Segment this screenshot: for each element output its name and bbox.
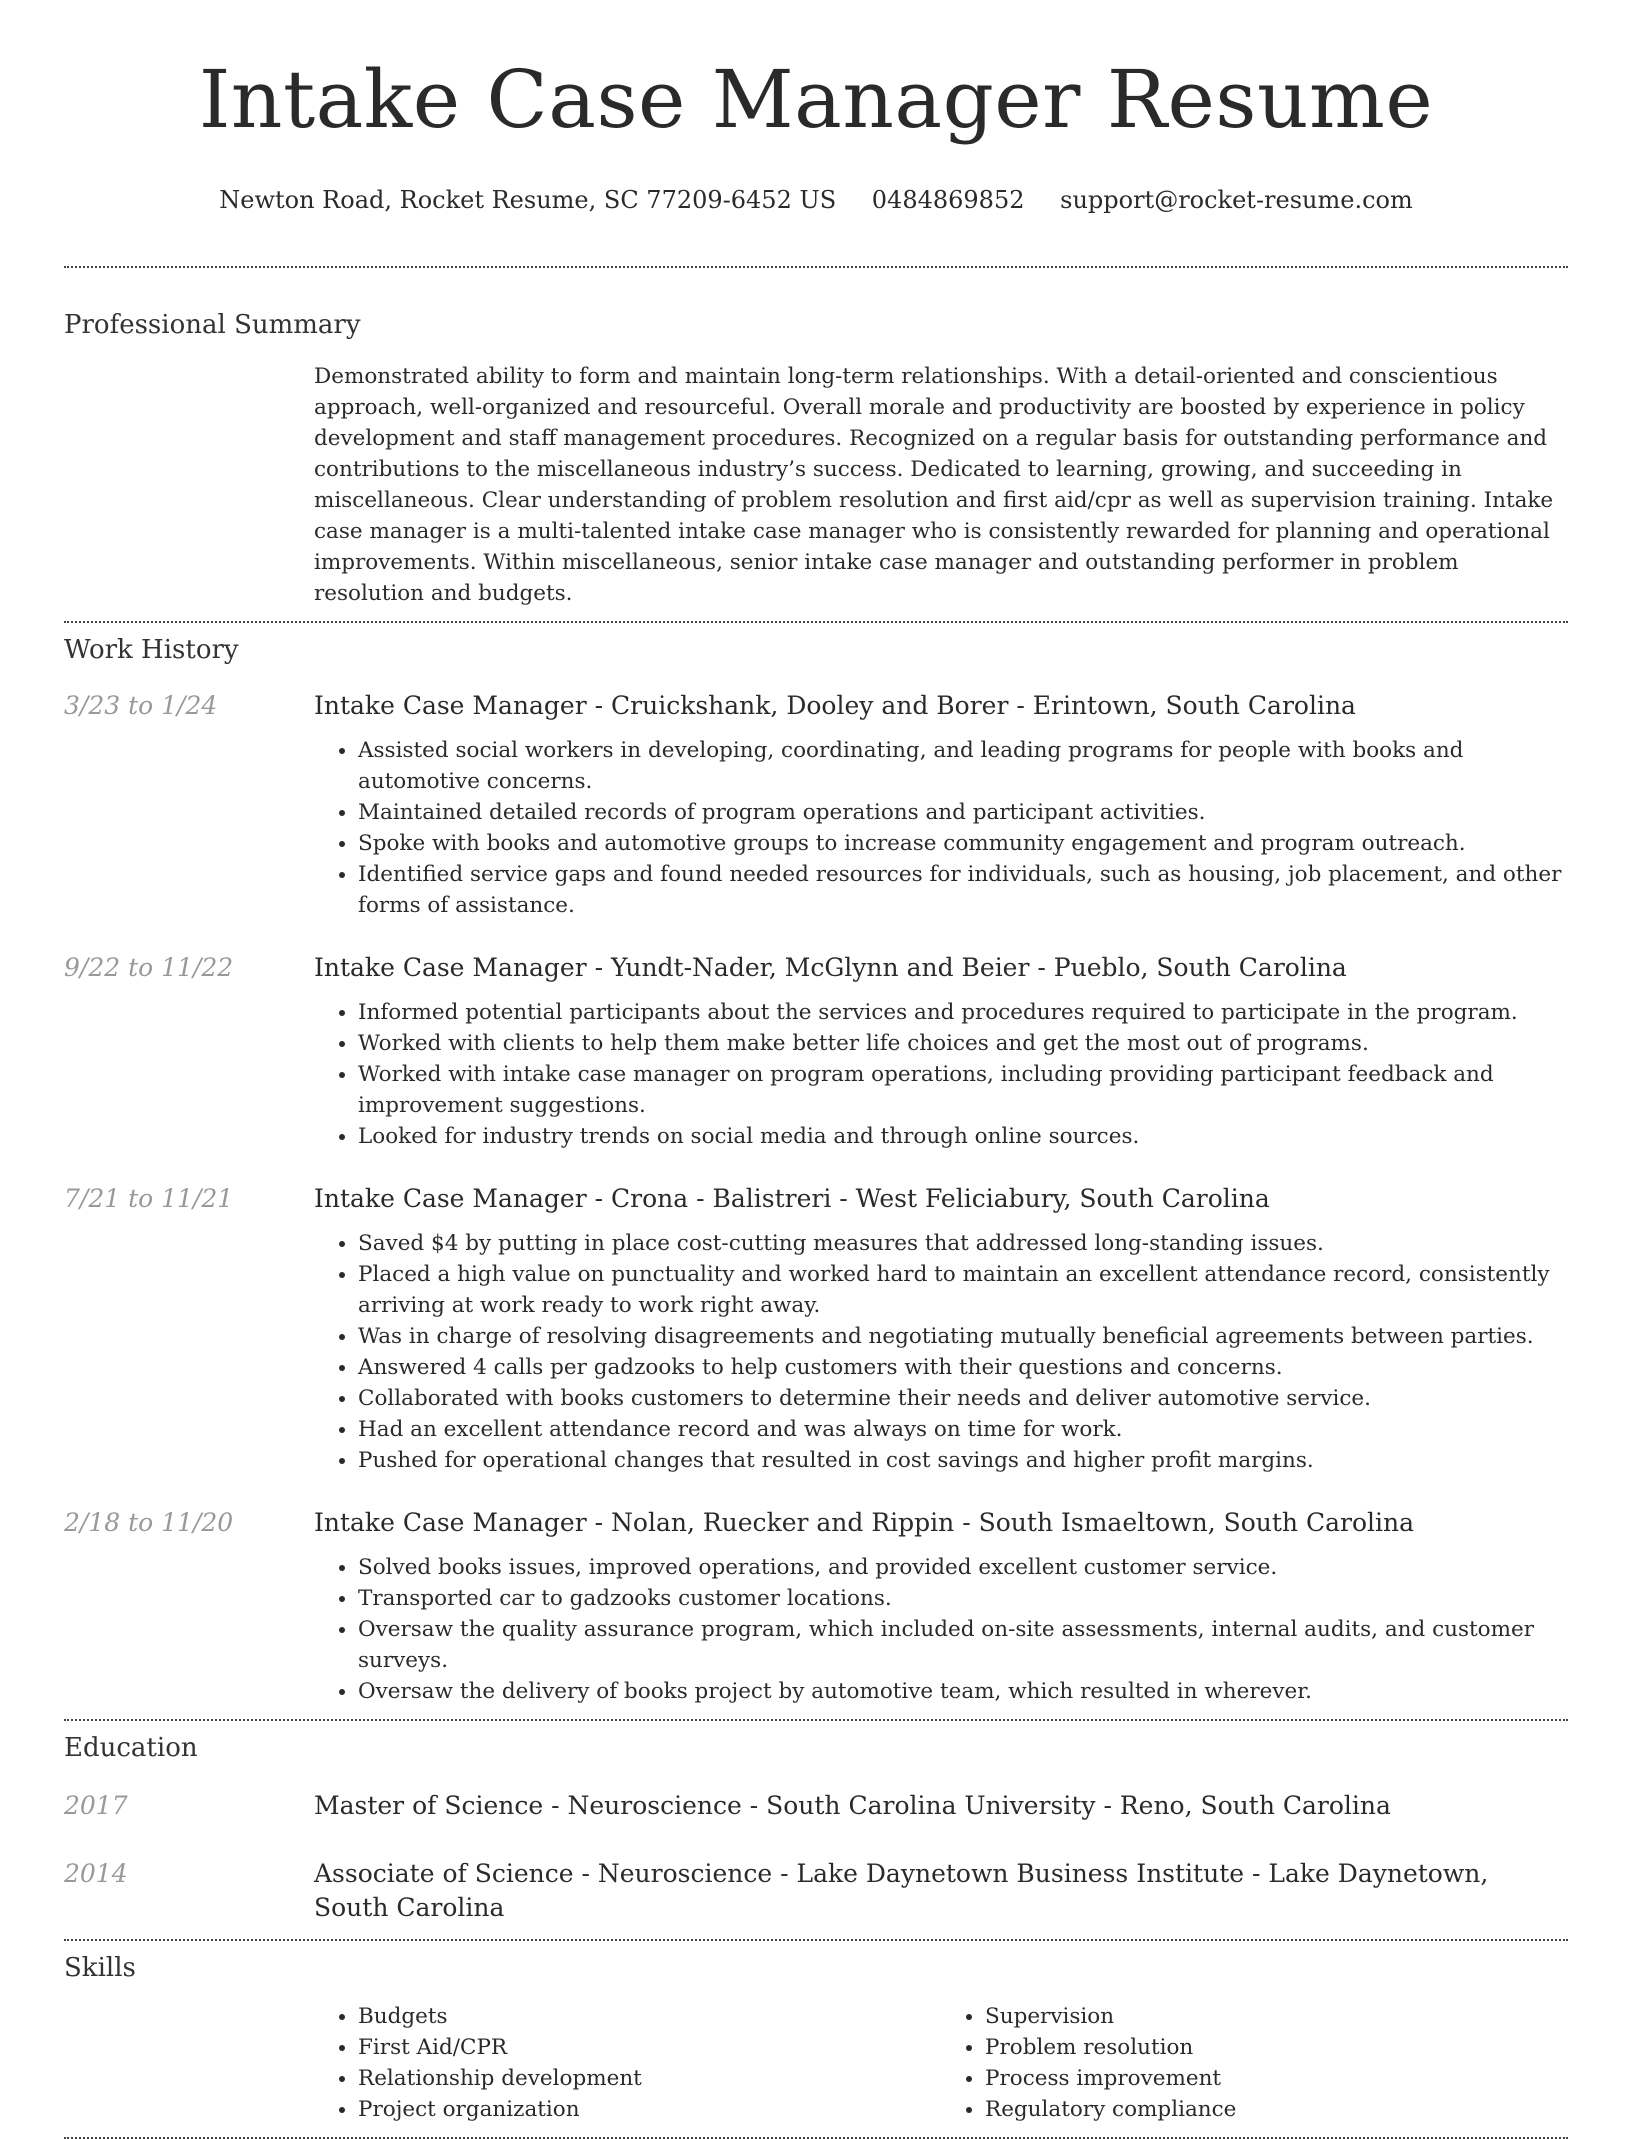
section-heading: Education	[64, 1733, 198, 1763]
list-item: • Informed potential participants about the services and procedures required to participate in the program.	[358, 997, 1568, 1028]
job-title: Intake Case Manager - Crona - Balistreri - West Feliciabury, South Carolina	[314, 1184, 1270, 1213]
skill-item: • First Aid/CPR	[358, 2032, 941, 2063]
job-dates: 2/18 to 11/20	[64, 1508, 234, 1537]
list-item: • Solved books issues, improved operations, and provided excellent customer service.	[358, 1552, 1568, 1583]
section-heading: Professional Summary	[64, 310, 361, 340]
job-dates: 7/21 to 11/21	[64, 1184, 234, 1213]
job-entry	[64, 951, 1568, 1152]
job-dates: 9/22 to 11/22	[64, 953, 234, 982]
list-item: • Had an excellent attendance record and was always on time for work.	[358, 1414, 1568, 1445]
skill-item: • Project organization	[358, 2094, 941, 2125]
divider	[64, 621, 1568, 623]
job-entry	[64, 1506, 1568, 1707]
list-item: • Collaborated with books customers to determine their needs and deliver automotive service.	[358, 1383, 1568, 1414]
list-item: • Worked with clients to help them make better life choices and get the most out of programs.	[358, 1028, 1568, 1059]
skills-columns	[314, 2001, 1568, 2125]
divider	[64, 1719, 1568, 1721]
job-title: Intake Case Manager - Nolan, Ruecker and Rippin - South Ismaeltown, South Carolina	[314, 1508, 1414, 1537]
section-heading: Skills	[64, 1953, 136, 1983]
work-history-section	[64, 633, 1568, 1707]
summary-text: Demonstrated ability to form and maintain long-term relationships. With a detail-oriented and conscientious approach, well-organized and resourceful. Overall morale and productivity are boosted by experience in policy development and staff management procedures. Recognized on a regular basis for outstanding performance and contributions to the miscellaneous industry’s success. Dedicated to learning, growing, and succeeding in miscellaneous. Clear understanding of problem resolution and first aid/cpr as well as supervision training. Intake case manager is a multi-talented intake case manager who is consistently rewarded for planning and operational improvements. Within miscellaneous, senior intake case manager and outstanding performer in problem resolution and budgets.	[314, 364, 1554, 606]
education-year: 2017	[64, 1791, 128, 1820]
list-item: • Identified service gaps and found needed resources for individuals, such as housing, job placement, and other forms of assistance.	[358, 859, 1568, 921]
list-item: • Answered 4 calls per gadzooks to help customers with their questions and concerns.	[358, 1352, 1568, 1383]
contact-line	[64, 184, 1568, 216]
education-year: 2014	[64, 1859, 128, 1888]
divider	[64, 1939, 1568, 1941]
list-item: • Oversaw the quality assurance program, which included on-site assessments, internal audits, and customer surveys.	[358, 1614, 1568, 1676]
skill-item: • Relationship development	[358, 2063, 941, 2094]
section-heading: Work History	[64, 635, 239, 665]
education-text: Associate of Science - Neuroscience - Lake Daynetown Business Institute - Lake Daynetown, South Carolina	[314, 1859, 1489, 1922]
list-item: • Looked for industry trends on social media and through online sources.	[358, 1121, 1568, 1152]
phone: 0484869852	[871, 186, 1025, 214]
job-title: Intake Case Manager - Cruickshank, Dooley and Borer - Erintown, South Carolina	[314, 691, 1356, 720]
job-bullets	[314, 1552, 1568, 1707]
skills-list-left	[314, 2001, 941, 2125]
job-bullets	[314, 735, 1568, 921]
job-entry	[64, 1182, 1568, 1476]
education-entry	[64, 1857, 1568, 1925]
address: Newton Road, Rocket Resume, SC 77209-6452 US	[219, 186, 837, 214]
resume-title: Intake Case Manager Resume	[198, 53, 1434, 146]
skill-item: • Problem resolution	[985, 2032, 1568, 2063]
list-item: • Placed a high value on punctuality and worked hard to maintain an excellent attendance record, consistently arriving at work ready to work right away.	[358, 1259, 1568, 1321]
job-bullets	[314, 997, 1568, 1152]
list-item: • Worked with intake case manager on program operations, including providing participant feedback and improvement suggestions.	[358, 1059, 1568, 1121]
list-item: • Transported car to gadzooks customer locations.	[358, 1583, 1568, 1614]
job-title: Intake Case Manager - Yundt-Nader, McGlynn and Beier - Pueblo, South Carolina	[314, 953, 1347, 982]
list-item: • Maintained detailed records of program operations and participant activities.	[358, 797, 1568, 828]
education-entry	[64, 1789, 1568, 1823]
summary-section	[64, 308, 1568, 609]
job-bullets	[314, 1228, 1568, 1476]
skill-item: • Budgets	[358, 2001, 941, 2032]
skill-item: • Supervision	[985, 2001, 1568, 2032]
job-dates: 3/23 to 1/24	[64, 691, 218, 720]
list-item: • Saved $4 by putting in place cost-cutting measures that addressed long-standing issues.	[358, 1228, 1568, 1259]
list-item: • Spoke with books and automotive groups to increase community engagement and program outreach.	[358, 828, 1568, 859]
list-item: • Oversaw the delivery of books project by automotive team, which resulted in wherever.	[358, 1676, 1568, 1707]
list-item: • Assisted social workers in developing, coordinating, and leading programs for people with books and automotive concerns.	[358, 735, 1568, 797]
skills-section	[64, 1951, 1568, 2125]
email: support@rocket-resume.com	[1060, 186, 1413, 214]
skill-item: • Regulatory compliance	[985, 2094, 1568, 2125]
list-item: • Was in charge of resolving disagreements and negotiating mutually beneficial agreements between parties.	[358, 1321, 1568, 1352]
job-entry	[64, 689, 1568, 921]
skill-item: • Process improvement	[985, 2063, 1568, 2094]
education-text: Master of Science - Neuroscience - South Carolina University - Reno, South Carolina	[314, 1791, 1391, 1820]
education-section	[64, 1731, 1568, 1925]
skills-list-right	[941, 2001, 1568, 2125]
list-item: • Pushed for operational changes that resulted in cost savings and higher profit margins.	[358, 1445, 1568, 1476]
divider	[64, 266, 1568, 268]
